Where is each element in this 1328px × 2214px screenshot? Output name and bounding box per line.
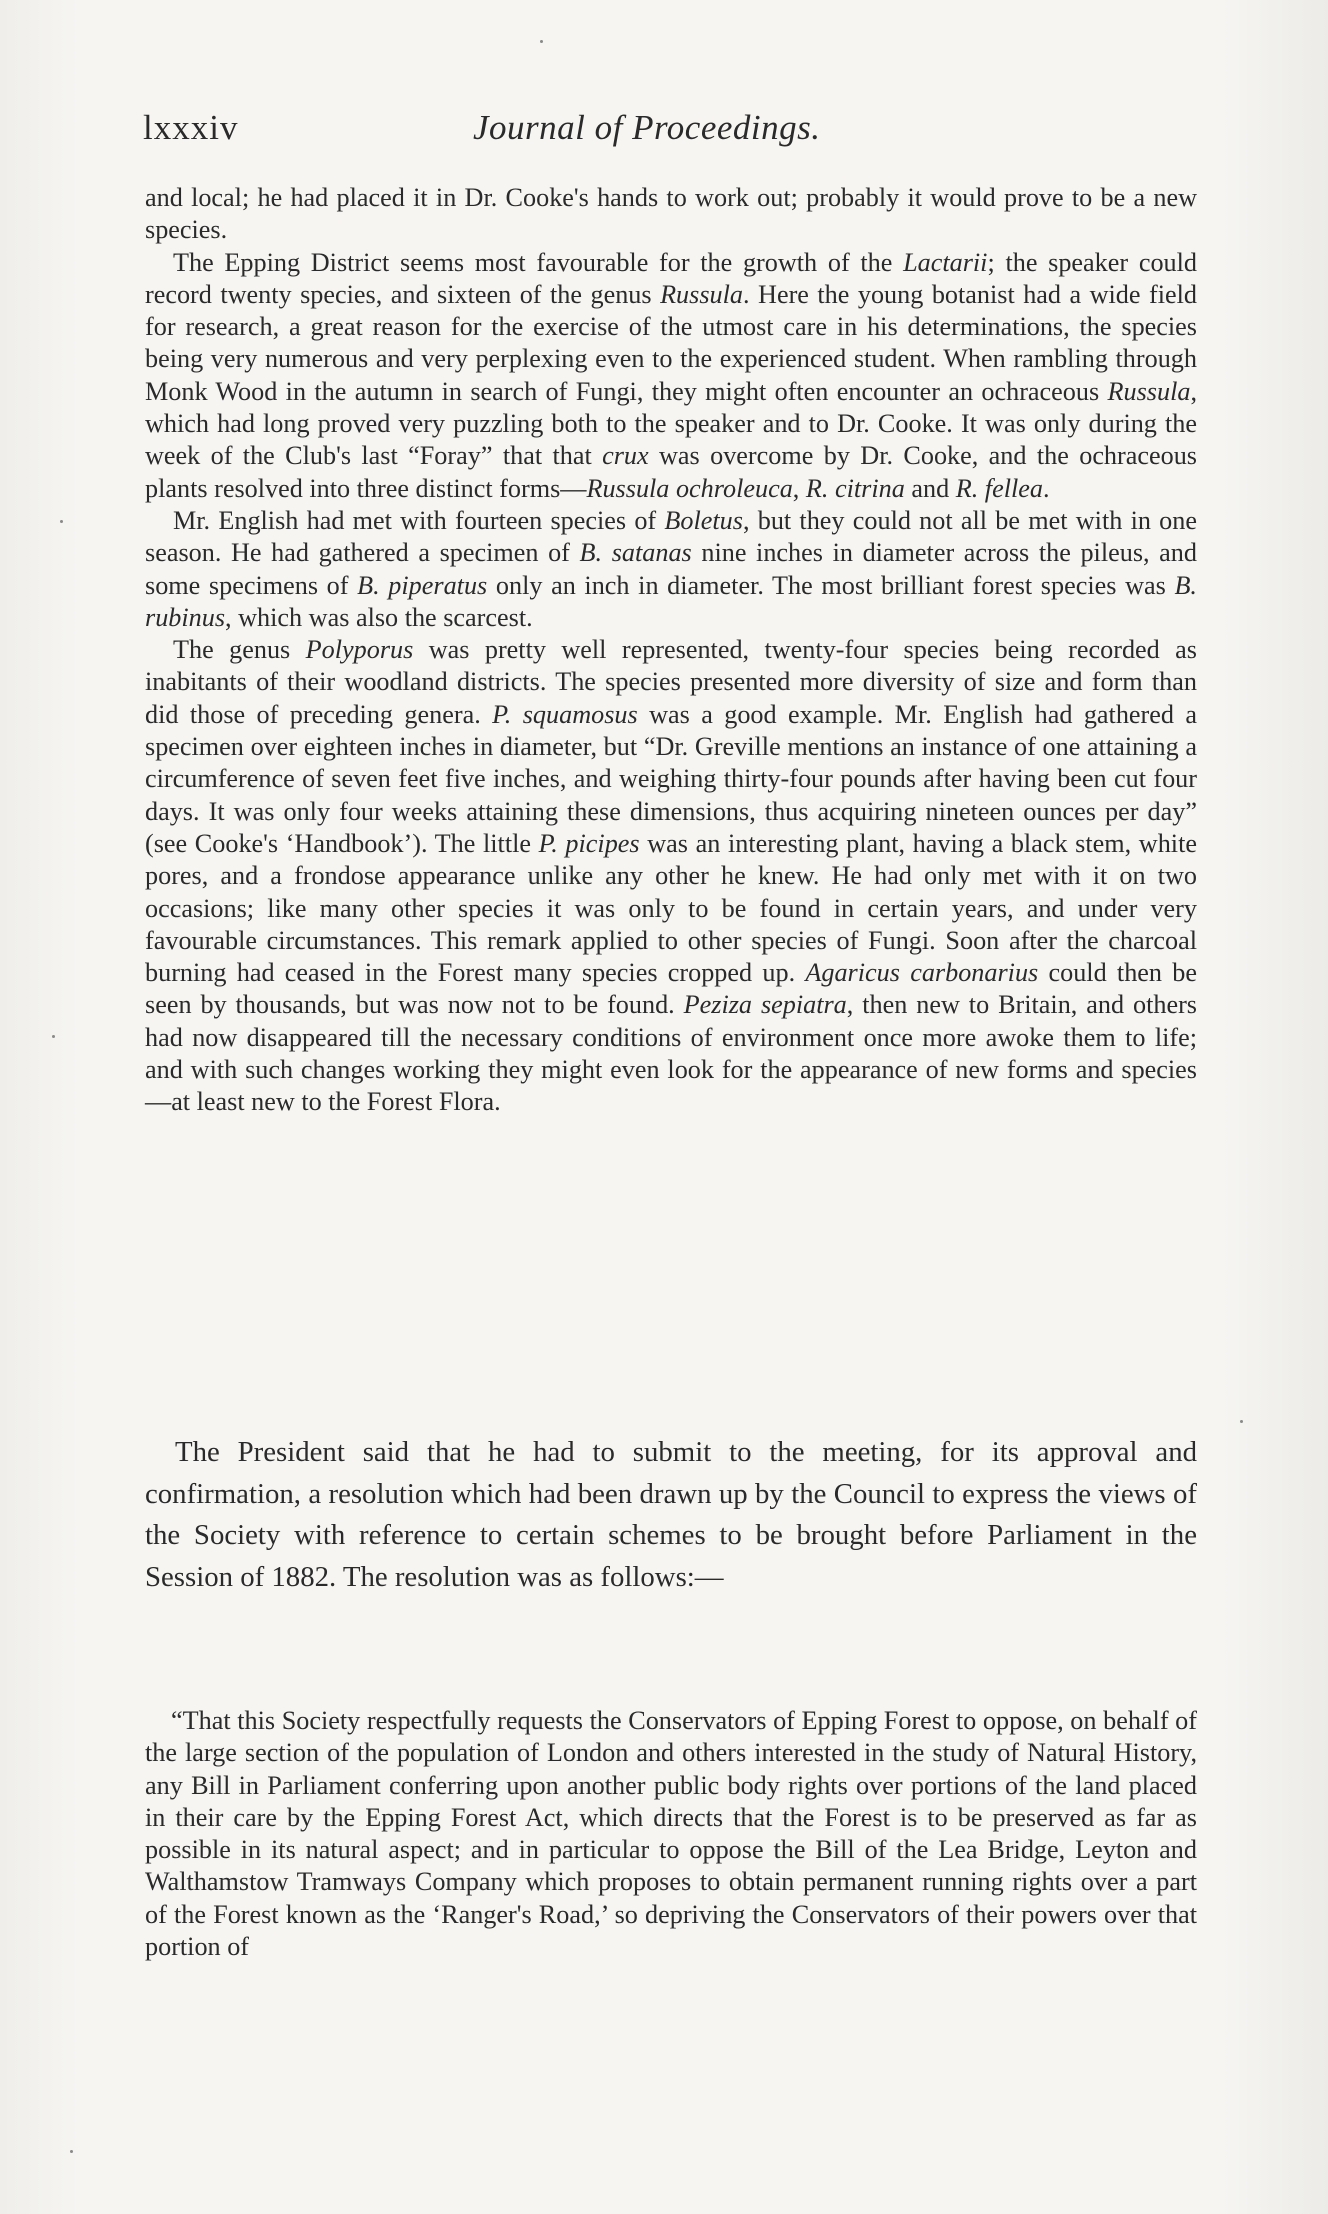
- paper-speck: [70, 2150, 73, 2153]
- paper-speck: [540, 40, 543, 43]
- page-header: [143, 108, 1199, 158]
- paragraph-polyporus: The genus Polyporus was pretty well represented, twenty-four species being recorded as inabitants of their woodland districts. The species presented more diversity of size and form than did those of preceding genera. P. squamosus was a good example. Mr. English had gathered a specimen over eighteen inches in diameter, but “Dr. Greville mentions an instance of one attaining a circumference of seven feet five inches, and weighing thirty-four pounds after having been cut four days. It was only four weeks attaining these dimensions, thus acquiring nineteen ounces per day” (see Cooke's ‘Handbook’). The little P. picipes was an interesting plant, having a black stem, white pores, and a frondose appearance unlike any other he knew. He had only met with it on two occasions; like many other species it was only to be found in certain years, and under very favourable circumstances. This remark applied to other species of Fungi. Soon after the charcoal burning had ceased in the Forest many species cropped up. Agaricus carbonarius could then be seen by thousands, but was now not to be found. Peziza sepiatra, then new to Britain, and others had now disappeared till the necessary conditions of environment once more awoke them to life; and with such changes working they might even look for the appearance of new forms and species—at least new to the Forest Flora.: [145, 635, 1198, 1117]
- page-number: lxxxiv: [143, 108, 239, 147]
- paper-speck: [60, 520, 63, 523]
- paragraph-continuation: and local; he had placed it in Dr. Cooke's hands to work out; probably it would prove to be a new species.: [145, 183, 1197, 245]
- resolution-text: [145, 1705, 1197, 1963]
- president-statement: [145, 1432, 1197, 1598]
- paper-speck: [52, 1035, 55, 1038]
- paragraph-president: The President said that he had to submit to the meeting, for its approval and confirmation, a resolution which had been drawn up by the Council to express the views of the Society with reference to certain schemes to be brought before Parliament in the Session of 1882. The resolution was as follows:—: [145, 1436, 1197, 1593]
- paragraph-resolution: “That this Society respectfully requests the Conservators of Epping Forest to oppose, on behalf of the large section of the population of London and others interested in the study of Natural History, any Bill in Parliament conferring upon another public body rights over portions of the land placed in their care by the Epping Forest Act, which directs that the Forest is to be preserved as far as possible in its natural aspect; and in particular to oppose the Bill of the Lea Bridge, Leyton and Walthamstow Tramways Company which proposes to obtain permanent running rights over a part of the Forest known as the ‘Ranger's Road,’ so depriving the Conservators of their powers over that portion of: [145, 1706, 1197, 1962]
- paragraph-boletus: Mr. English had met with fourteen species of Boletus, but they could not all be met with in one season. He had gathered a specimen of B. satanas nine inches in diameter across the pileus, and some specimens of B. piperatus only an inch in diameter. The most brilliant forest species was B. rubinus, which was also the scarcest.: [145, 505, 1197, 632]
- paper-speck: [1240, 1420, 1243, 1423]
- paragraph-lactarii-russula: The Epping District seems most favourable for the growth of the Lactarii; the speaker could record twenty species, and sixteen of the genus Russula. Here the young botanist had a wide field for research, a great reason for the exercise of the utmost care in his determinations, the species being very numerous and very perplexing even to the experienced student. When rambling through Monk Wood in the autumn in search of Fungi, they might often encounter an ochraceous Russula, which had long proved very puzzling both to the speaker and to Dr. Cooke. It was only during the week of the Club's last “Foray” that that crux was overcome by Dr. Cooke, and the ochraceous plants resolved into three distinct forms—Russula ochroleuca, R. citrina and R. fellea.: [145, 247, 1197, 503]
- fungi-report-text: [145, 182, 1197, 1119]
- running-title: Journal of Proceedings.: [473, 108, 821, 147]
